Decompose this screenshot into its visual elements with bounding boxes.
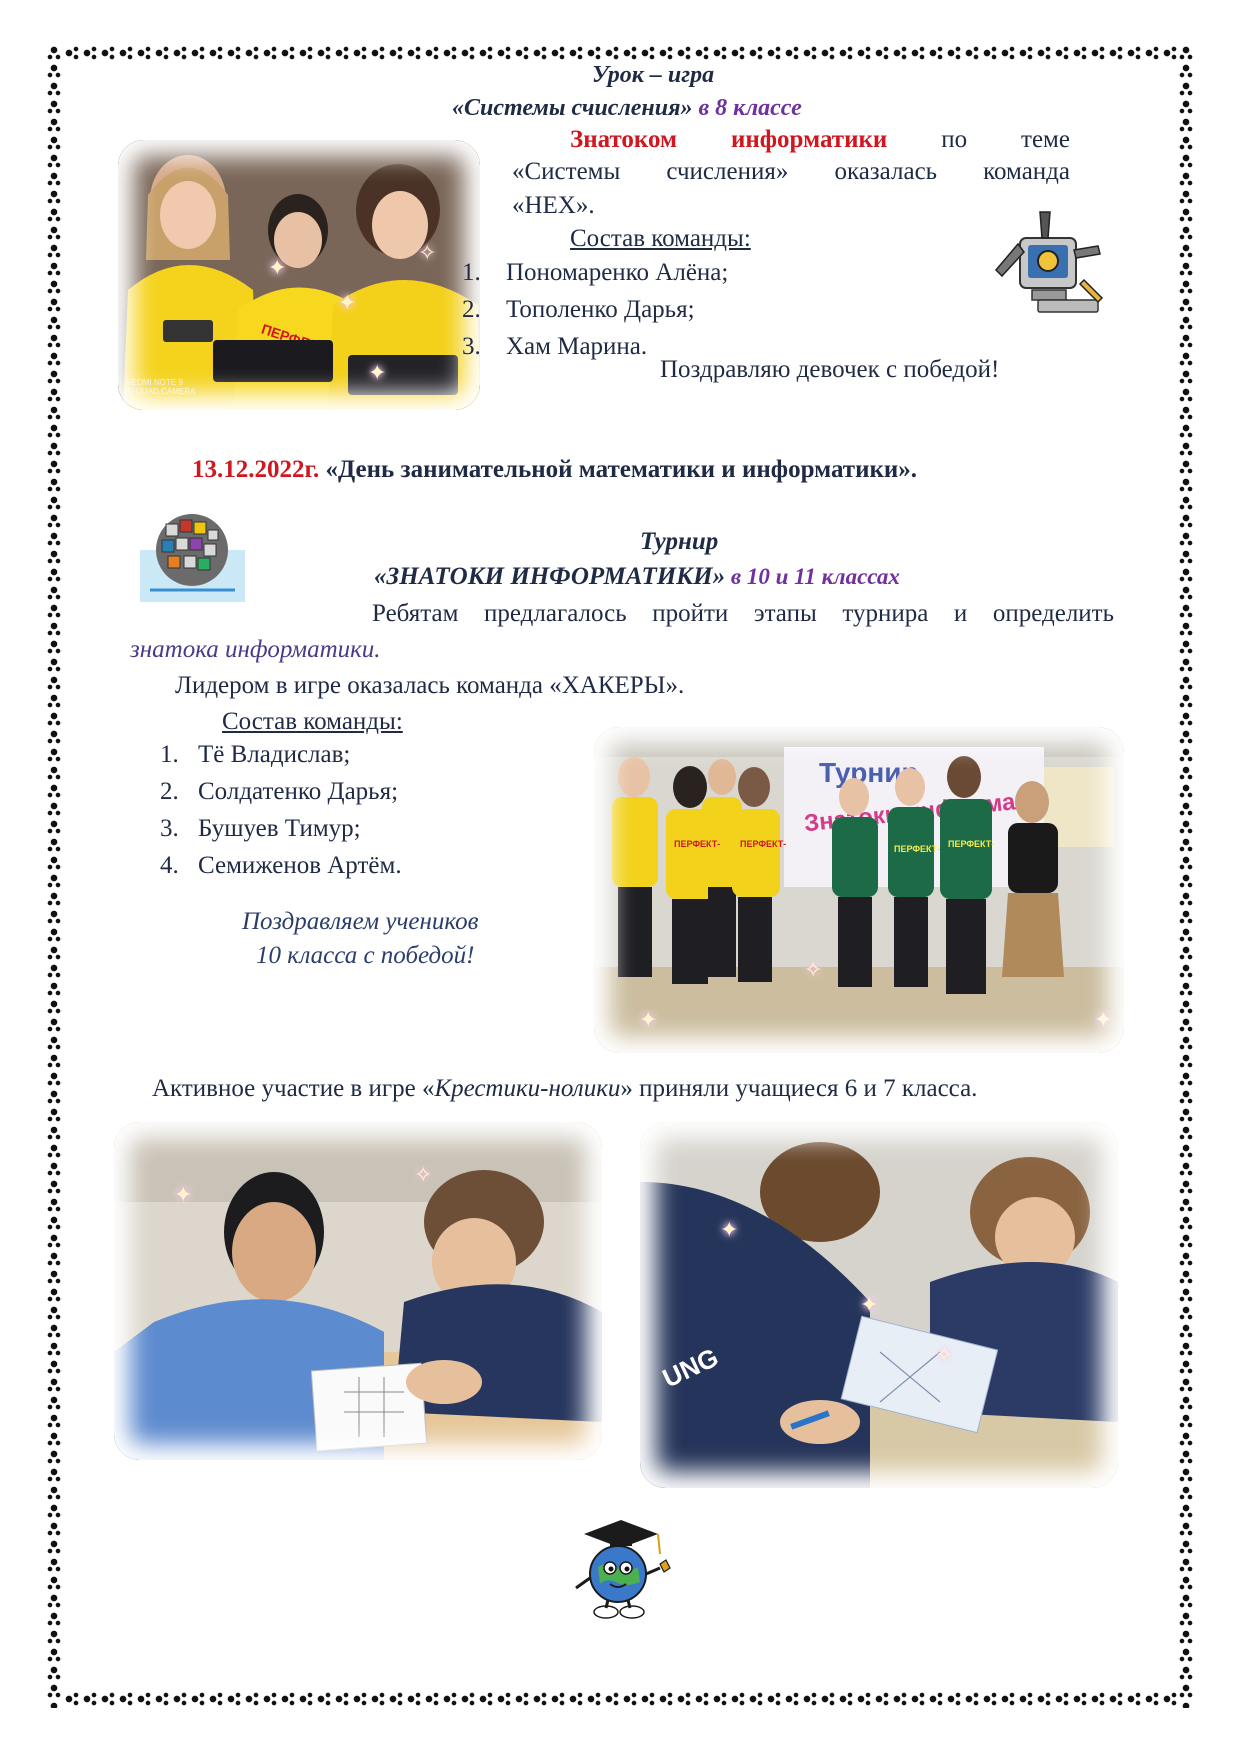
- photo-team-hex: ПЕРФЕКТ- ✦ ✦ ✧ ✦ REDMI NOTE 9 AI QUAD CAMERA: [118, 140, 480, 410]
- banner-text: Турнир: [819, 757, 919, 788]
- congrats-students-line-1: Поздравляем учеников: [242, 908, 479, 935]
- photo-tournament-group: Турнир Знатоки информатики ПЕРФЕКТ- ПЕРФЕКТ- ПЕРФЕКТ- ПЕРФЕКТ- ✦ ✦ ✧: [594, 727, 1124, 1053]
- congrats-students-line-2: 10 класса с победой!: [256, 942, 475, 969]
- svg-text:ПЕРФЕКТ-: ПЕРФЕКТ-: [259, 320, 333, 359]
- tournament-leader: Лидером в игре оказалась команда «ХАКЕРЫ».: [175, 672, 685, 699]
- page-title: Урок – игра: [592, 62, 715, 88]
- list-item-name: Солдатенко Дарья;: [198, 777, 399, 805]
- winner-line-2-word-1: «Системы: [512, 158, 621, 185]
- tournament-label: Турнир: [640, 528, 719, 555]
- ornament-border-bottom: [45, 1690, 1195, 1708]
- list-item-name: Хам Марина.: [506, 332, 648, 360]
- tournament-desc-line-1: Ребятам предлагалось пройти этапы турнира и определить: [372, 600, 1114, 627]
- team-list-hex: [462, 254, 728, 365]
- list-item-number: 3.: [462, 332, 481, 360]
- ornament-border-right: [1177, 44, 1195, 1708]
- svg-text:UNG: UNG: [657, 1341, 723, 1394]
- list-item: [160, 810, 402, 847]
- svg-text:ПЕРФЕКТ-: ПЕРФЕКТ-: [674, 839, 721, 849]
- list-item: [462, 291, 728, 328]
- svg-text:ПЕРФЕКТ-: ПЕРФЕКТ-: [894, 844, 941, 854]
- graduation-globe-mascot-icon: [566, 1512, 676, 1622]
- winner-line-2-word-4: команда: [983, 158, 1070, 185]
- game-sentence: [152, 1075, 977, 1103]
- winner-word-3: по: [941, 126, 968, 153]
- winner-word-4: теме: [1021, 126, 1070, 153]
- photo-camera-caption: REDMI NOTE 9 AI QUAD CAMERA: [126, 378, 196, 396]
- list-item-number: 3.: [160, 814, 179, 842]
- photo-team-hex-illustration: [118, 140, 480, 410]
- congrats-girls: Поздравляю девочек с победой!: [660, 356, 1000, 383]
- photo-tic-tac-toe-1: ✦ ✧: [114, 1122, 602, 1460]
- winner-line-1: [570, 126, 1070, 154]
- tournament-name: «ЗНАТОКИ ИНФОРМАТИКИ»: [374, 563, 726, 590]
- game-text-before: Активное участие в игре «: [152, 1075, 435, 1102]
- winner-word-2: информатики: [730, 126, 888, 153]
- svg-text:ПЕРФЕКТ-: ПЕРФЕКТ-: [948, 839, 995, 849]
- list-item: [160, 847, 402, 884]
- winner-line-2-word-2: счисления»: [666, 158, 789, 185]
- winner-line-2-word-3: оказалась: [834, 158, 938, 185]
- list-item-name: Семиженов Артём.: [198, 851, 402, 879]
- photo-tic-tac-toe-2-illustration: [640, 1122, 1118, 1488]
- list-item: [160, 773, 402, 810]
- tournament-desc-line-2: знатока информатики.: [130, 636, 381, 663]
- team-heading-hex: Состав команды:: [570, 225, 751, 252]
- list-item-name: Тё Владислав;: [198, 740, 351, 768]
- subtitle-class: в 8 классе: [692, 95, 802, 121]
- team-name-hex: «HEX».: [512, 192, 595, 219]
- game-name: Крестики-нолики: [434, 1075, 621, 1102]
- list-item-number: 4.: [160, 851, 179, 879]
- event-title: «День занимательной математики и информатики».: [319, 456, 918, 483]
- photo-tic-tac-toe-1-illustration: [114, 1122, 602, 1460]
- photo-tournament-illustration: [594, 727, 1124, 1053]
- list-item-number: 2.: [462, 295, 481, 323]
- globe-photos-icon: [140, 510, 245, 602]
- list-item-number: 1.: [462, 258, 481, 286]
- game-text-after: » приняли учащиеся 6 и 7 класса.: [620, 1075, 978, 1102]
- list-item: [462, 254, 728, 291]
- list-item-name: Бушуев Тимур;: [198, 814, 361, 842]
- list-item-name: Пономаренко Алёна;: [506, 258, 729, 286]
- tournament-classes: в 10 и 11 классах: [725, 564, 900, 589]
- team-list-hackers: [160, 736, 402, 884]
- event-date: 13.12.2022г.: [192, 456, 320, 483]
- ornament-border-left: [45, 44, 63, 1708]
- winner-word-1: Знатоком: [570, 126, 678, 153]
- list-item-name: Тополенко Дарья;: [506, 295, 695, 323]
- winner-line-2: [512, 158, 1070, 186]
- photo-tic-tac-toe-2: UNG ✦ ✦ ✧: [640, 1122, 1118, 1488]
- list-item-number: 1.: [160, 740, 179, 768]
- ornament-border-top: [45, 44, 1195, 62]
- banner-text-2: Знатоки информатики: [802, 782, 1070, 838]
- computer-mascot-icon: [988, 210, 1108, 325]
- list-item: [160, 736, 402, 773]
- svg-text:ПЕРФЕКТ-: ПЕРФЕКТ-: [740, 839, 787, 849]
- subtitle-quote: «Системы счисления»: [452, 95, 693, 121]
- team-heading-hackers: Состав команды:: [222, 708, 403, 735]
- event-line: [192, 456, 917, 484]
- list-item-number: 2.: [160, 777, 179, 805]
- page-subtitle: [452, 95, 802, 122]
- tournament-title: [374, 563, 900, 591]
